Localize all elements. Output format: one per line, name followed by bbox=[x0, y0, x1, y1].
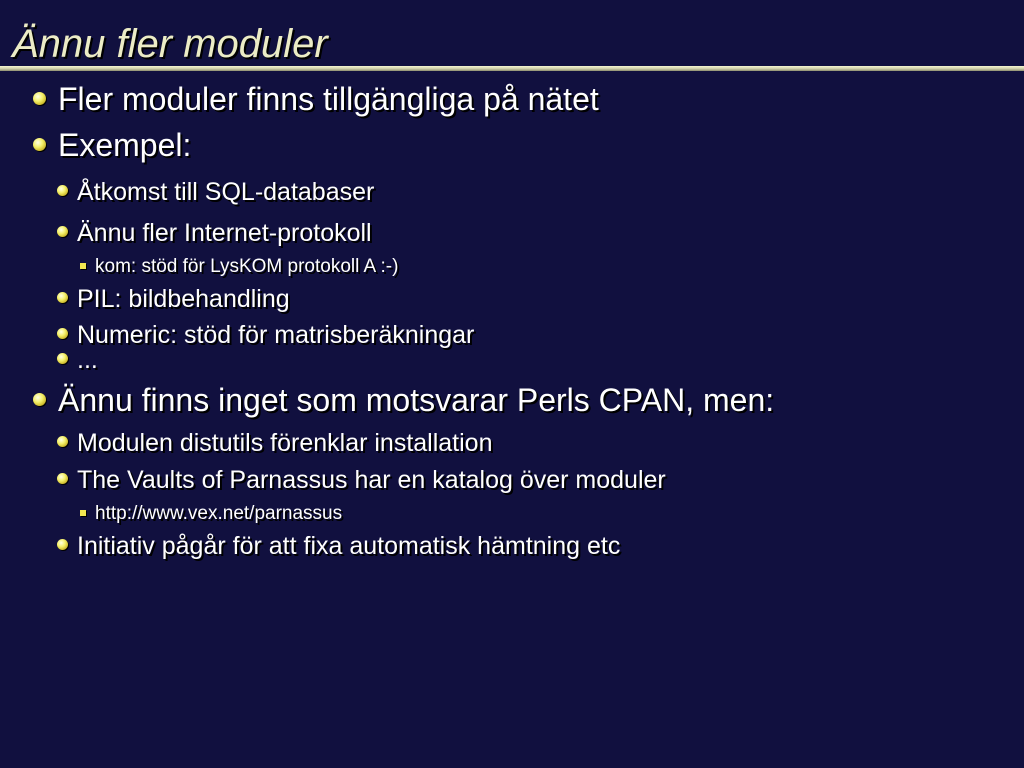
yellow-round-bullet-icon bbox=[57, 353, 68, 364]
bullet-item-8 bbox=[57, 345, 98, 375]
bullet-item-4 bbox=[57, 218, 372, 248]
bullet-text: PIL: bildbehandling bbox=[77, 285, 290, 313]
bullet-item-2 bbox=[33, 126, 191, 164]
bullet-text: Exempel: bbox=[58, 127, 192, 163]
bullet-text: Modulen distutils förenklar installation bbox=[77, 429, 493, 457]
yellow-round-bullet-icon bbox=[57, 226, 68, 237]
bullet-text: The Vaults of Parnassus har en katalog över moduler bbox=[77, 466, 666, 494]
bullet-text: kom: stöd för LysKOM protokoll A :-) bbox=[95, 256, 399, 277]
bullet-item-6 bbox=[57, 284, 290, 314]
yellow-round-bullet-icon bbox=[57, 539, 68, 550]
yellow-square-bullet-icon bbox=[80, 510, 86, 516]
bullet-text: Numeric: stöd för matrisberäkningar bbox=[77, 321, 475, 349]
bullet-item-11 bbox=[57, 465, 666, 495]
bullet-item-1 bbox=[33, 80, 599, 118]
yellow-round-bullet-icon bbox=[33, 393, 46, 406]
yellow-round-bullet-icon bbox=[57, 436, 68, 447]
yellow-round-bullet-icon bbox=[57, 292, 68, 303]
bullet-item-13 bbox=[57, 531, 620, 561]
yellow-round-bullet-icon bbox=[33, 138, 46, 151]
yellow-round-bullet-icon bbox=[33, 92, 46, 105]
bullet-text: Fler moduler finns tillgängliga på nätet bbox=[58, 81, 599, 117]
bullet-item-3 bbox=[57, 177, 374, 207]
bullet-item-5 bbox=[80, 255, 398, 279]
yellow-round-bullet-icon bbox=[57, 328, 68, 339]
slide-title: Ännu fler moduler bbox=[12, 22, 328, 66]
bullet-item-7 bbox=[57, 320, 474, 350]
bullet-text: Ännu finns inget som motsvarar Perls CPAN, men: bbox=[58, 382, 775, 418]
bullet-item-12 bbox=[80, 502, 342, 526]
bullet-text: Åtkomst till SQL-databaser bbox=[77, 178, 375, 206]
bullet-text: ... bbox=[77, 346, 98, 374]
bullet-item-10 bbox=[57, 428, 493, 458]
yellow-square-bullet-icon bbox=[80, 263, 86, 269]
title-divider bbox=[0, 66, 1024, 71]
bullet-text: http://www.vex.net/parnassus bbox=[95, 503, 343, 524]
bullet-text: Ännu fler Internet-protokoll bbox=[77, 219, 372, 247]
yellow-round-bullet-icon bbox=[57, 473, 68, 484]
bullet-item-9 bbox=[33, 381, 774, 419]
bullet-text: Initiativ pågår för att fixa automatisk hämtning etc bbox=[77, 532, 621, 560]
yellow-round-bullet-icon bbox=[57, 185, 68, 196]
